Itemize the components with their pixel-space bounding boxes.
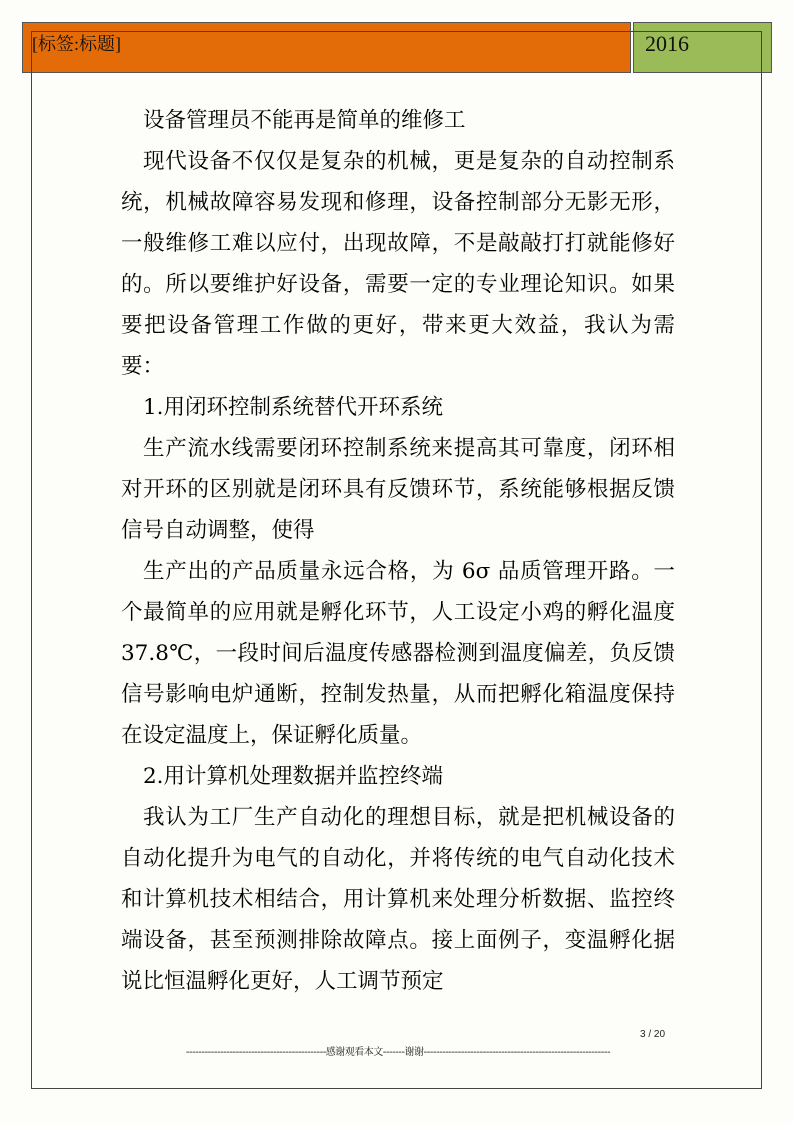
footer-text: ---------------------------------------------感谢观看本文-------谢谢------------------------------------------------------------ xyxy=(185,1047,611,1058)
list-heading-2: 2.用计算机处理数据并监控终端 xyxy=(143,764,444,789)
document-body xyxy=(121,100,675,1002)
body-paragraph: 生产出的产品质量永远合格，为 6σ 品质管理开路。一个最简单的应用就是孵化环节，人工设定小鸡的孵化温度 37.8℃，一段时间后温度传感器检测到温度偏差，负反馈信号影响电炉通断，控制发热量，从而把孵化箱温度保持在设定温度上，保证孵化质量。 xyxy=(121,559,675,748)
header-title: [标签:标题] xyxy=(32,34,121,54)
list-heading-1: 1.用闭环控制系统替代开环系统 xyxy=(143,395,444,420)
section-heading: 设备管理员不能再是简单的维修工 xyxy=(143,108,466,133)
body-paragraph: 现代设备不仅仅是复杂的机械，更是复杂的自动控制系统，机械故障容易发现和修理，设备控制部分无影无形，一般维修工难以应付，出现故障，不是敲敲打打就能修好的。所以要维护好设备，需要一定的专业理论知识。如果要把设备管理工作做的更好，带来更大效益，我认为需要： xyxy=(121,149,675,379)
header-year: 2016 xyxy=(645,31,689,56)
body-paragraph: 生产流水线需要闭环控制系统来提高其可靠度，闭环相对开环的区别就是闭环具有反馈环节，系统能够根据反馈信号自动调整，使得 xyxy=(121,436,675,543)
page-number: 3 / 20 xyxy=(640,1029,666,1040)
body-paragraph: 我认为工厂生产自动化的理想目标，就是把机械设备的自动化提升为电气的自动化，并将传统的电气自动化技术和计算机技术相结合，用计算机来处理分析数据、监控终端设备，甚至预测排除故障点。接上面例子，变温孵化据说比恒温孵化更好，人工调节预定 xyxy=(121,805,675,994)
